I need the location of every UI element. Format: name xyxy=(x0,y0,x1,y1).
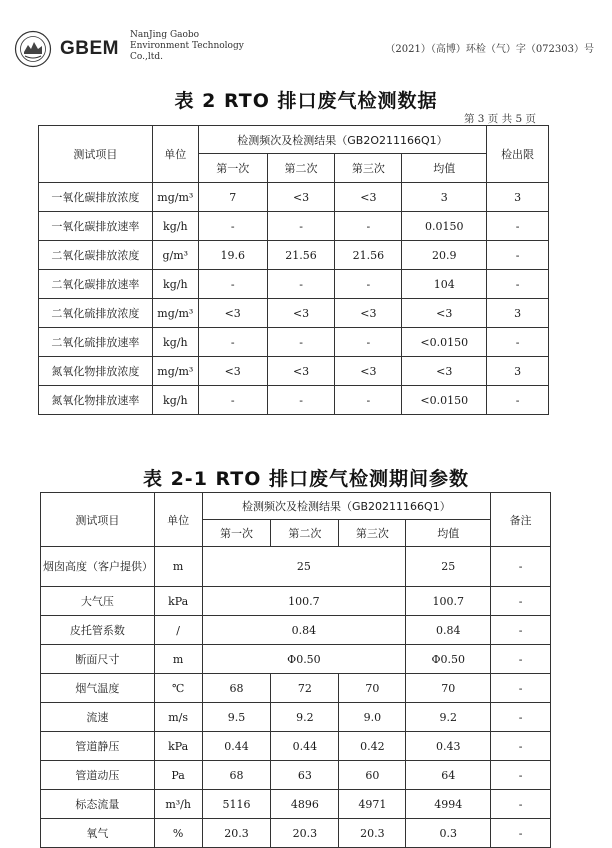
cell-item: 管道动压 xyxy=(41,761,155,790)
cell-item: 一氧化碳排放速率 xyxy=(39,212,153,241)
cell-run-3: - xyxy=(335,270,402,299)
cell-note: - xyxy=(491,616,551,645)
cell-unit: kg/h xyxy=(152,270,198,299)
table-row xyxy=(39,357,549,386)
cell-run-1: <3 xyxy=(198,357,267,386)
cell-item: 二氧化碳排放浓度 xyxy=(39,241,153,270)
table2-title: 表 2-1 RTO 排口废气检测期间参数 xyxy=(142,468,470,490)
cell-run-1: 20.3 xyxy=(202,819,271,848)
cell-average: 3 xyxy=(402,183,487,212)
cell-run-2: 0.44 xyxy=(271,732,339,761)
cell-run-2: <3 xyxy=(267,183,335,212)
cell-unit: ℃ xyxy=(154,674,202,703)
cell-item: 管道静压 xyxy=(41,732,155,761)
col-header-run-1: 第一次 xyxy=(198,154,267,183)
cell-average: 104 xyxy=(402,270,487,299)
cell-run-1: 68 xyxy=(202,761,271,790)
cell-limit: 3 xyxy=(487,183,549,212)
cell-run-3: 70 xyxy=(339,674,406,703)
cell-run-2: 72 xyxy=(271,674,339,703)
cell-run-3: 20.3 xyxy=(339,819,406,848)
col-header-limit: 检出限 xyxy=(487,126,549,183)
cell-note: - xyxy=(491,790,551,819)
cell-merged-value: Φ0.50 xyxy=(202,645,406,674)
cell-item: 断面尺寸 xyxy=(41,645,155,674)
table-row xyxy=(41,703,551,732)
cell-unit: m³/h xyxy=(154,790,202,819)
company-name xyxy=(130,30,244,63)
parameter-table xyxy=(40,492,551,848)
cell-item: 二氧化硫排放浓度 xyxy=(39,299,153,328)
col-header-run-2: 第二次 xyxy=(267,154,335,183)
cell-limit: 3 xyxy=(487,299,549,328)
cell-average: <0.0150 xyxy=(402,386,487,415)
cell-item: 标态流量 xyxy=(41,790,155,819)
cell-run-2: - xyxy=(267,386,335,415)
col-header-unit: 单位 xyxy=(154,493,202,547)
cell-run-3: 4971 xyxy=(339,790,406,819)
cell-run-1: - xyxy=(198,386,267,415)
col-header-run-1: 第一次 xyxy=(202,520,271,547)
cell-run-2: - xyxy=(267,328,335,357)
cell-average: 0.0150 xyxy=(402,212,487,241)
cell-run-2: <3 xyxy=(267,299,335,328)
table-row xyxy=(39,328,549,357)
cell-note: - xyxy=(491,732,551,761)
col-header-item: 测试项目 xyxy=(39,126,153,183)
cell-run-1: 68 xyxy=(202,674,271,703)
cell-average: <3 xyxy=(402,357,487,386)
col-header-average: 均值 xyxy=(402,154,487,183)
company-seal-icon xyxy=(14,30,52,68)
company-name-line: Co.,ltd. xyxy=(130,52,163,62)
cell-limit: - xyxy=(487,241,549,270)
cell-unit: m/s xyxy=(154,703,202,732)
table-row xyxy=(41,761,551,790)
cell-run-3: <3 xyxy=(335,357,402,386)
cell-unit: kg/h xyxy=(152,386,198,415)
cell-note: - xyxy=(491,819,551,848)
col-header-run-2: 第二次 xyxy=(271,520,339,547)
cell-note: - xyxy=(491,547,551,587)
cell-run-3: 9.0 xyxy=(339,703,406,732)
cell-run-1: - xyxy=(198,212,267,241)
cell-item: 烟气温度 xyxy=(41,674,155,703)
cell-unit: mg/m³ xyxy=(152,299,198,328)
cell-run-2: <3 xyxy=(267,357,335,386)
cell-limit: 3 xyxy=(487,357,549,386)
cell-unit: m xyxy=(154,547,202,587)
cell-run-3: <3 xyxy=(335,183,402,212)
table-row xyxy=(39,212,549,241)
col-header-average: 均值 xyxy=(406,520,491,547)
cell-item: 烟囱高度（客户提供） xyxy=(41,547,155,587)
cell-run-3: <3 xyxy=(335,299,402,328)
document-header xyxy=(14,26,604,70)
cell-run-3: 21.56 xyxy=(335,241,402,270)
cell-unit: % xyxy=(154,819,202,848)
table-row xyxy=(41,616,551,645)
cell-average: 0.43 xyxy=(406,732,491,761)
cell-note: - xyxy=(491,674,551,703)
table-row xyxy=(41,790,551,819)
cell-run-2: 63 xyxy=(271,761,339,790)
report-number: （2021）（高博）环检（气）字（072303）号 xyxy=(385,44,594,55)
cell-average: 25 xyxy=(406,547,491,587)
cell-run-1: 0.44 xyxy=(202,732,271,761)
cell-run-1: 19.6 xyxy=(198,241,267,270)
company-name-line: NanJing Gaobo xyxy=(130,30,200,40)
cell-run-3: - xyxy=(335,212,402,241)
col-header-item: 测试项目 xyxy=(41,493,155,547)
emission-data-table xyxy=(38,125,549,415)
col-header-group: 检测频次及检测结果（GB2O211166Q1） xyxy=(198,126,486,154)
cell-limit: - xyxy=(487,270,549,299)
col-header-run-3: 第三次 xyxy=(339,520,406,547)
cell-unit: Pa xyxy=(154,761,202,790)
cell-run-3: - xyxy=(335,386,402,415)
table-row xyxy=(39,241,549,270)
cell-item: 氮氧化物排放速率 xyxy=(39,386,153,415)
table-row xyxy=(41,732,551,761)
cell-run-1: - xyxy=(198,328,267,357)
cell-unit: kg/h xyxy=(152,212,198,241)
cell-run-3: - xyxy=(335,328,402,357)
cell-item: 氧气 xyxy=(41,819,155,848)
cell-average: 0.3 xyxy=(406,819,491,848)
cell-note: - xyxy=(491,645,551,674)
cell-note: - xyxy=(491,703,551,732)
company-logo-text: GBEM xyxy=(60,38,119,59)
cell-item: 大气压 xyxy=(41,587,155,616)
cell-merged-value: 25 xyxy=(202,547,406,587)
table-row xyxy=(41,645,551,674)
table1-title: 表 2 RTO 排口废气检测数据 xyxy=(174,90,438,112)
cell-limit: - xyxy=(487,212,549,241)
col-header-run-3: 第三次 xyxy=(335,154,402,183)
cell-run-1: 9.5 xyxy=(202,703,271,732)
cell-item: 一氧化碳排放浓度 xyxy=(39,183,153,212)
cell-merged-value: 100.7 xyxy=(202,587,406,616)
cell-unit: / xyxy=(154,616,202,645)
cell-unit: kg/h xyxy=(152,328,198,357)
table-row xyxy=(39,299,549,328)
company-name-line: Environment Technology xyxy=(130,41,244,51)
cell-run-2: 21.56 xyxy=(267,241,335,270)
cell-note: - xyxy=(491,761,551,790)
cell-run-1: 5116 xyxy=(202,790,271,819)
cell-average: Φ0.50 xyxy=(406,645,491,674)
cell-run-2: 9.2 xyxy=(271,703,339,732)
cell-run-3: 0.42 xyxy=(339,732,406,761)
page-indicator: 第 3 页 共 5 页 xyxy=(463,113,536,125)
cell-limit: - xyxy=(487,328,549,357)
table-row xyxy=(39,386,549,415)
cell-run-1: 7 xyxy=(198,183,267,212)
cell-average: 70 xyxy=(406,674,491,703)
cell-average: 100.7 xyxy=(406,587,491,616)
cell-average: 9.2 xyxy=(406,703,491,732)
cell-item: 二氧化碳排放速率 xyxy=(39,270,153,299)
cell-average: <0.0150 xyxy=(402,328,487,357)
cell-unit: mg/m³ xyxy=(152,183,198,212)
cell-average: 4994 xyxy=(406,790,491,819)
cell-average: 20.9 xyxy=(402,241,487,270)
cell-limit: - xyxy=(487,386,549,415)
cell-run-2: 20.3 xyxy=(271,819,339,848)
table-row xyxy=(39,183,549,212)
cell-note: - xyxy=(491,587,551,616)
col-header-note: 备注 xyxy=(491,493,551,547)
cell-unit: m xyxy=(154,645,202,674)
cell-merged-value: 0.84 xyxy=(202,616,406,645)
cell-average: 0.84 xyxy=(406,616,491,645)
table-row xyxy=(41,587,551,616)
cell-run-1: <3 xyxy=(198,299,267,328)
cell-run-1: - xyxy=(198,270,267,299)
cell-average: <3 xyxy=(402,299,487,328)
cell-run-2: - xyxy=(267,212,335,241)
cell-item: 氮氧化物排放浓度 xyxy=(39,357,153,386)
cell-unit: mg/m³ xyxy=(152,357,198,386)
cell-run-2: - xyxy=(267,270,335,299)
cell-average: 64 xyxy=(406,761,491,790)
cell-item: 流速 xyxy=(41,703,155,732)
col-header-group: 检测频次及检测结果（GB20211166Q1） xyxy=(202,493,491,520)
cell-item: 皮托管系数 xyxy=(41,616,155,645)
cell-run-3: 60 xyxy=(339,761,406,790)
cell-unit: g/m³ xyxy=(152,241,198,270)
cell-run-2: 4896 xyxy=(271,790,339,819)
cell-unit: kPa xyxy=(154,587,202,616)
col-header-unit: 单位 xyxy=(152,126,198,183)
table-row xyxy=(39,270,549,299)
table-row xyxy=(41,819,551,848)
cell-item: 二氧化硫排放速率 xyxy=(39,328,153,357)
table-row xyxy=(41,674,551,703)
table-row xyxy=(41,547,551,587)
cell-unit: kPa xyxy=(154,732,202,761)
